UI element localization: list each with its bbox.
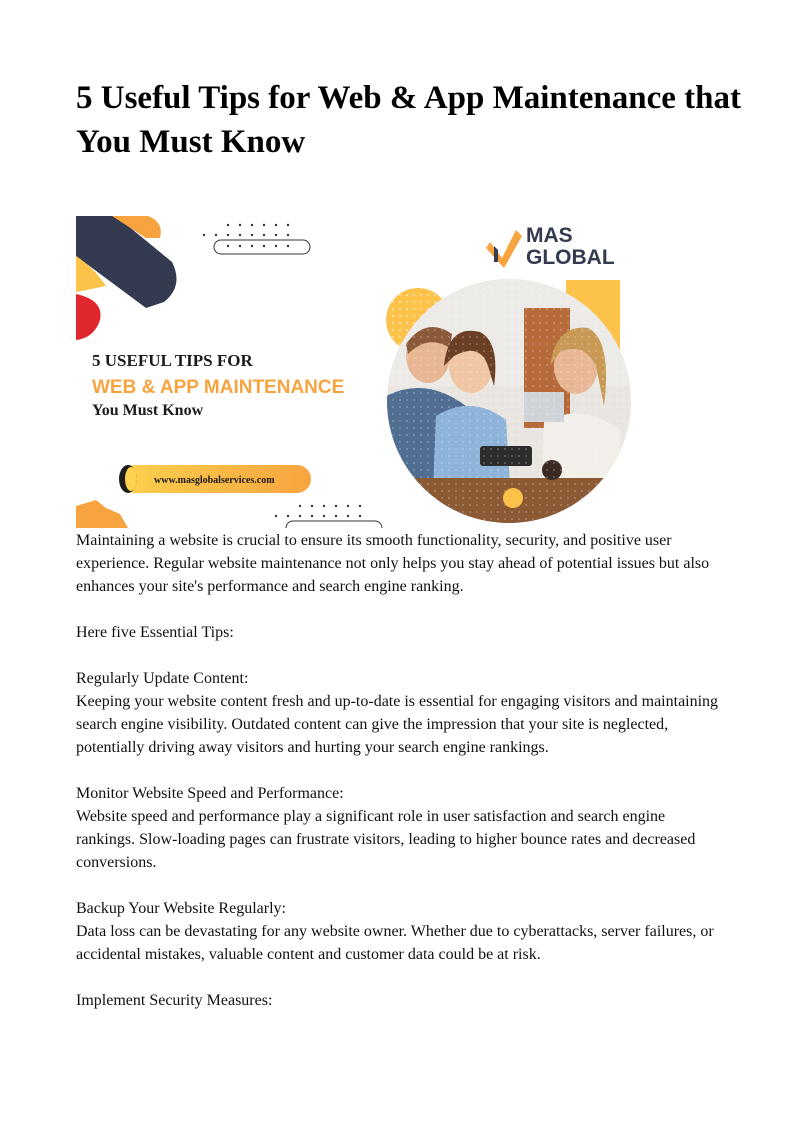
article-body [76, 529, 726, 1035]
intro-paragraph: Maintaining a website is crucial to ensure its smooth functionality, security, and positive user experience. Regular website maintenance not only helps you stay ahead of potential issues but also enhances your site's performance and search engine ranking. [76, 532, 710, 595]
tip-text: Data loss can be devastating for any website owner. Whether due to cyberattacks, server failures, or accidental mistakes, valuable content and customer data could be at risk. [76, 923, 714, 963]
tip-block [76, 782, 726, 874]
tip-heading: Regularly Update Content: [76, 670, 249, 687]
banner-headline-line2: WEB & APP MAINTENANCE [92, 377, 345, 398]
logo-text-global: GLOBAL [526, 246, 615, 269]
mas-global-logo [486, 224, 615, 269]
banner-image [76, 216, 636, 528]
tips-intro: Here five Essential Tips: [76, 624, 234, 641]
tip-heading: Implement Security Measures: [76, 992, 273, 1009]
tip-heading: Backup Your Website Regularly: [76, 900, 286, 917]
tip-text: Website speed and performance play a significant role in user satisfaction and search engine rankings. Slow-loading pages can frustrate visitors, leading to higher bounce rates and decreased conversions. [76, 808, 696, 871]
banner-headline-line1: 5 USEFUL TIPS FOR [92, 351, 253, 370]
document-title: 5 Useful Tips for Web & App Maintenance that You Must Know [76, 80, 741, 160]
bottom-dot-pattern [275, 505, 361, 517]
banner-url-text: www.masglobalservices.com [154, 475, 275, 486]
tip-heading: Monitor Website Speed and Performance: [76, 785, 344, 802]
tip-block [76, 989, 726, 1012]
dot-pattern [203, 224, 289, 247]
tip-block [76, 897, 726, 966]
decorative-shapes [76, 216, 177, 340]
url-pill [119, 465, 311, 493]
banner-headline-line3: You Must Know [92, 402, 204, 419]
tip-block [76, 667, 726, 759]
tip-text: Keeping your website content fresh and up-to-date is essential for engaging visitors and maintaining search engine visibility. Outdated content can give the impression that your site is neglected, potentially driving away visitors and hurting your search engine rankings. [76, 693, 719, 756]
logo-text-mas: MAS [526, 224, 573, 247]
